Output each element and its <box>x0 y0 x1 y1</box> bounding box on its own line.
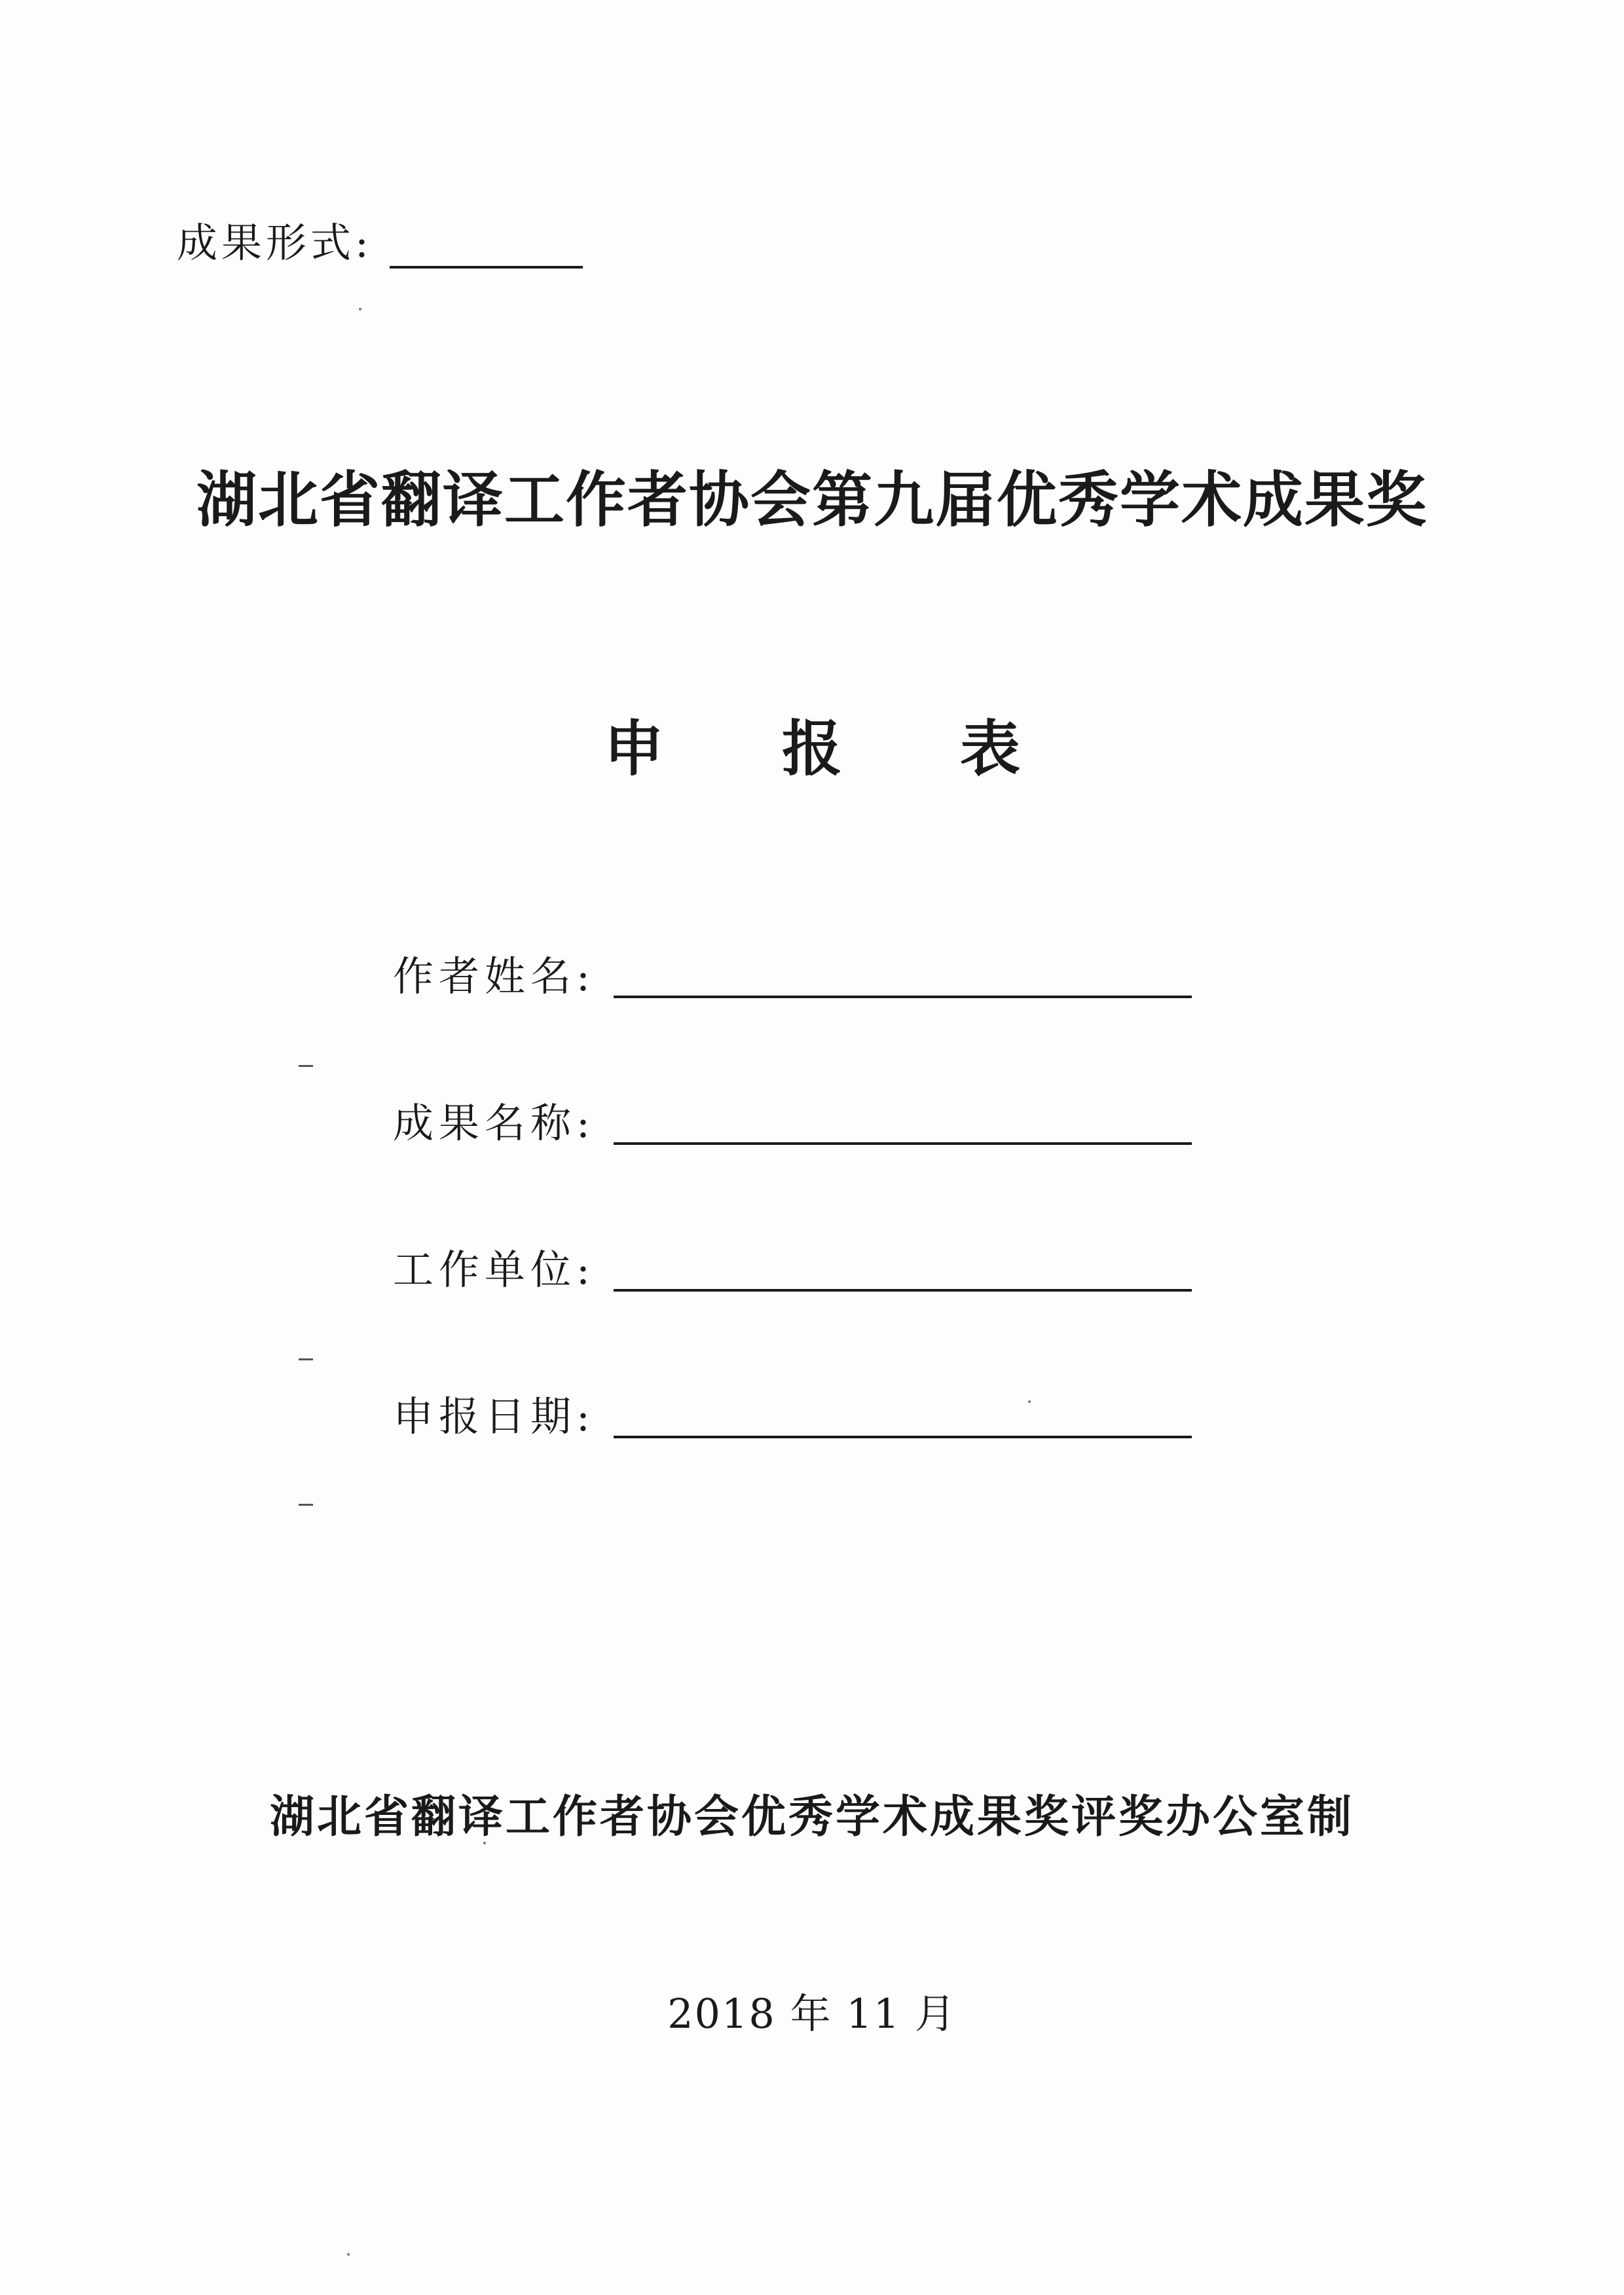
work-unit-label: 工作单位: <box>393 1246 595 1294</box>
author-name-label: 作者姓名: <box>393 952 595 1000</box>
author-name-field <box>393 943 1192 1002</box>
scan-speck <box>359 308 361 310</box>
form-type-row <box>177 216 583 269</box>
application-date-label: 申报日期: <box>393 1392 595 1440</box>
application-fields <box>393 943 1192 1530</box>
application-date-field <box>393 1383 1192 1442</box>
document-title: 湖北省翻译工作者协会第九届优秀学术成果奖 <box>196 465 1428 535</box>
margin-tick-mark <box>299 1358 313 1360</box>
document-subtitle: 申报表 <box>603 714 1138 784</box>
work-title-blank-line <box>614 1096 1192 1145</box>
issue-date: 2018 年 11 月 <box>667 1990 957 2038</box>
margin-tick-mark <box>299 1504 313 1506</box>
scan-speck <box>1028 1400 1031 1403</box>
form-type-label: 成果形式: <box>177 219 373 267</box>
work-title-label: 成果名称: <box>393 1099 595 1147</box>
scan-speck <box>347 2253 350 2256</box>
work-title-field <box>393 1090 1192 1149</box>
author-name-blank-line <box>614 950 1192 998</box>
margin-tick-mark <box>299 1065 313 1067</box>
work-unit-blank-line <box>614 1243 1192 1292</box>
issuing-organization: 湖北省翻译工作者协会优秀学术成果奖评奖办公室制 <box>269 1791 1354 1843</box>
work-unit-field <box>393 1237 1192 1296</box>
application-date-blank-line <box>614 1390 1192 1438</box>
form-type-blank-line <box>390 227 583 269</box>
